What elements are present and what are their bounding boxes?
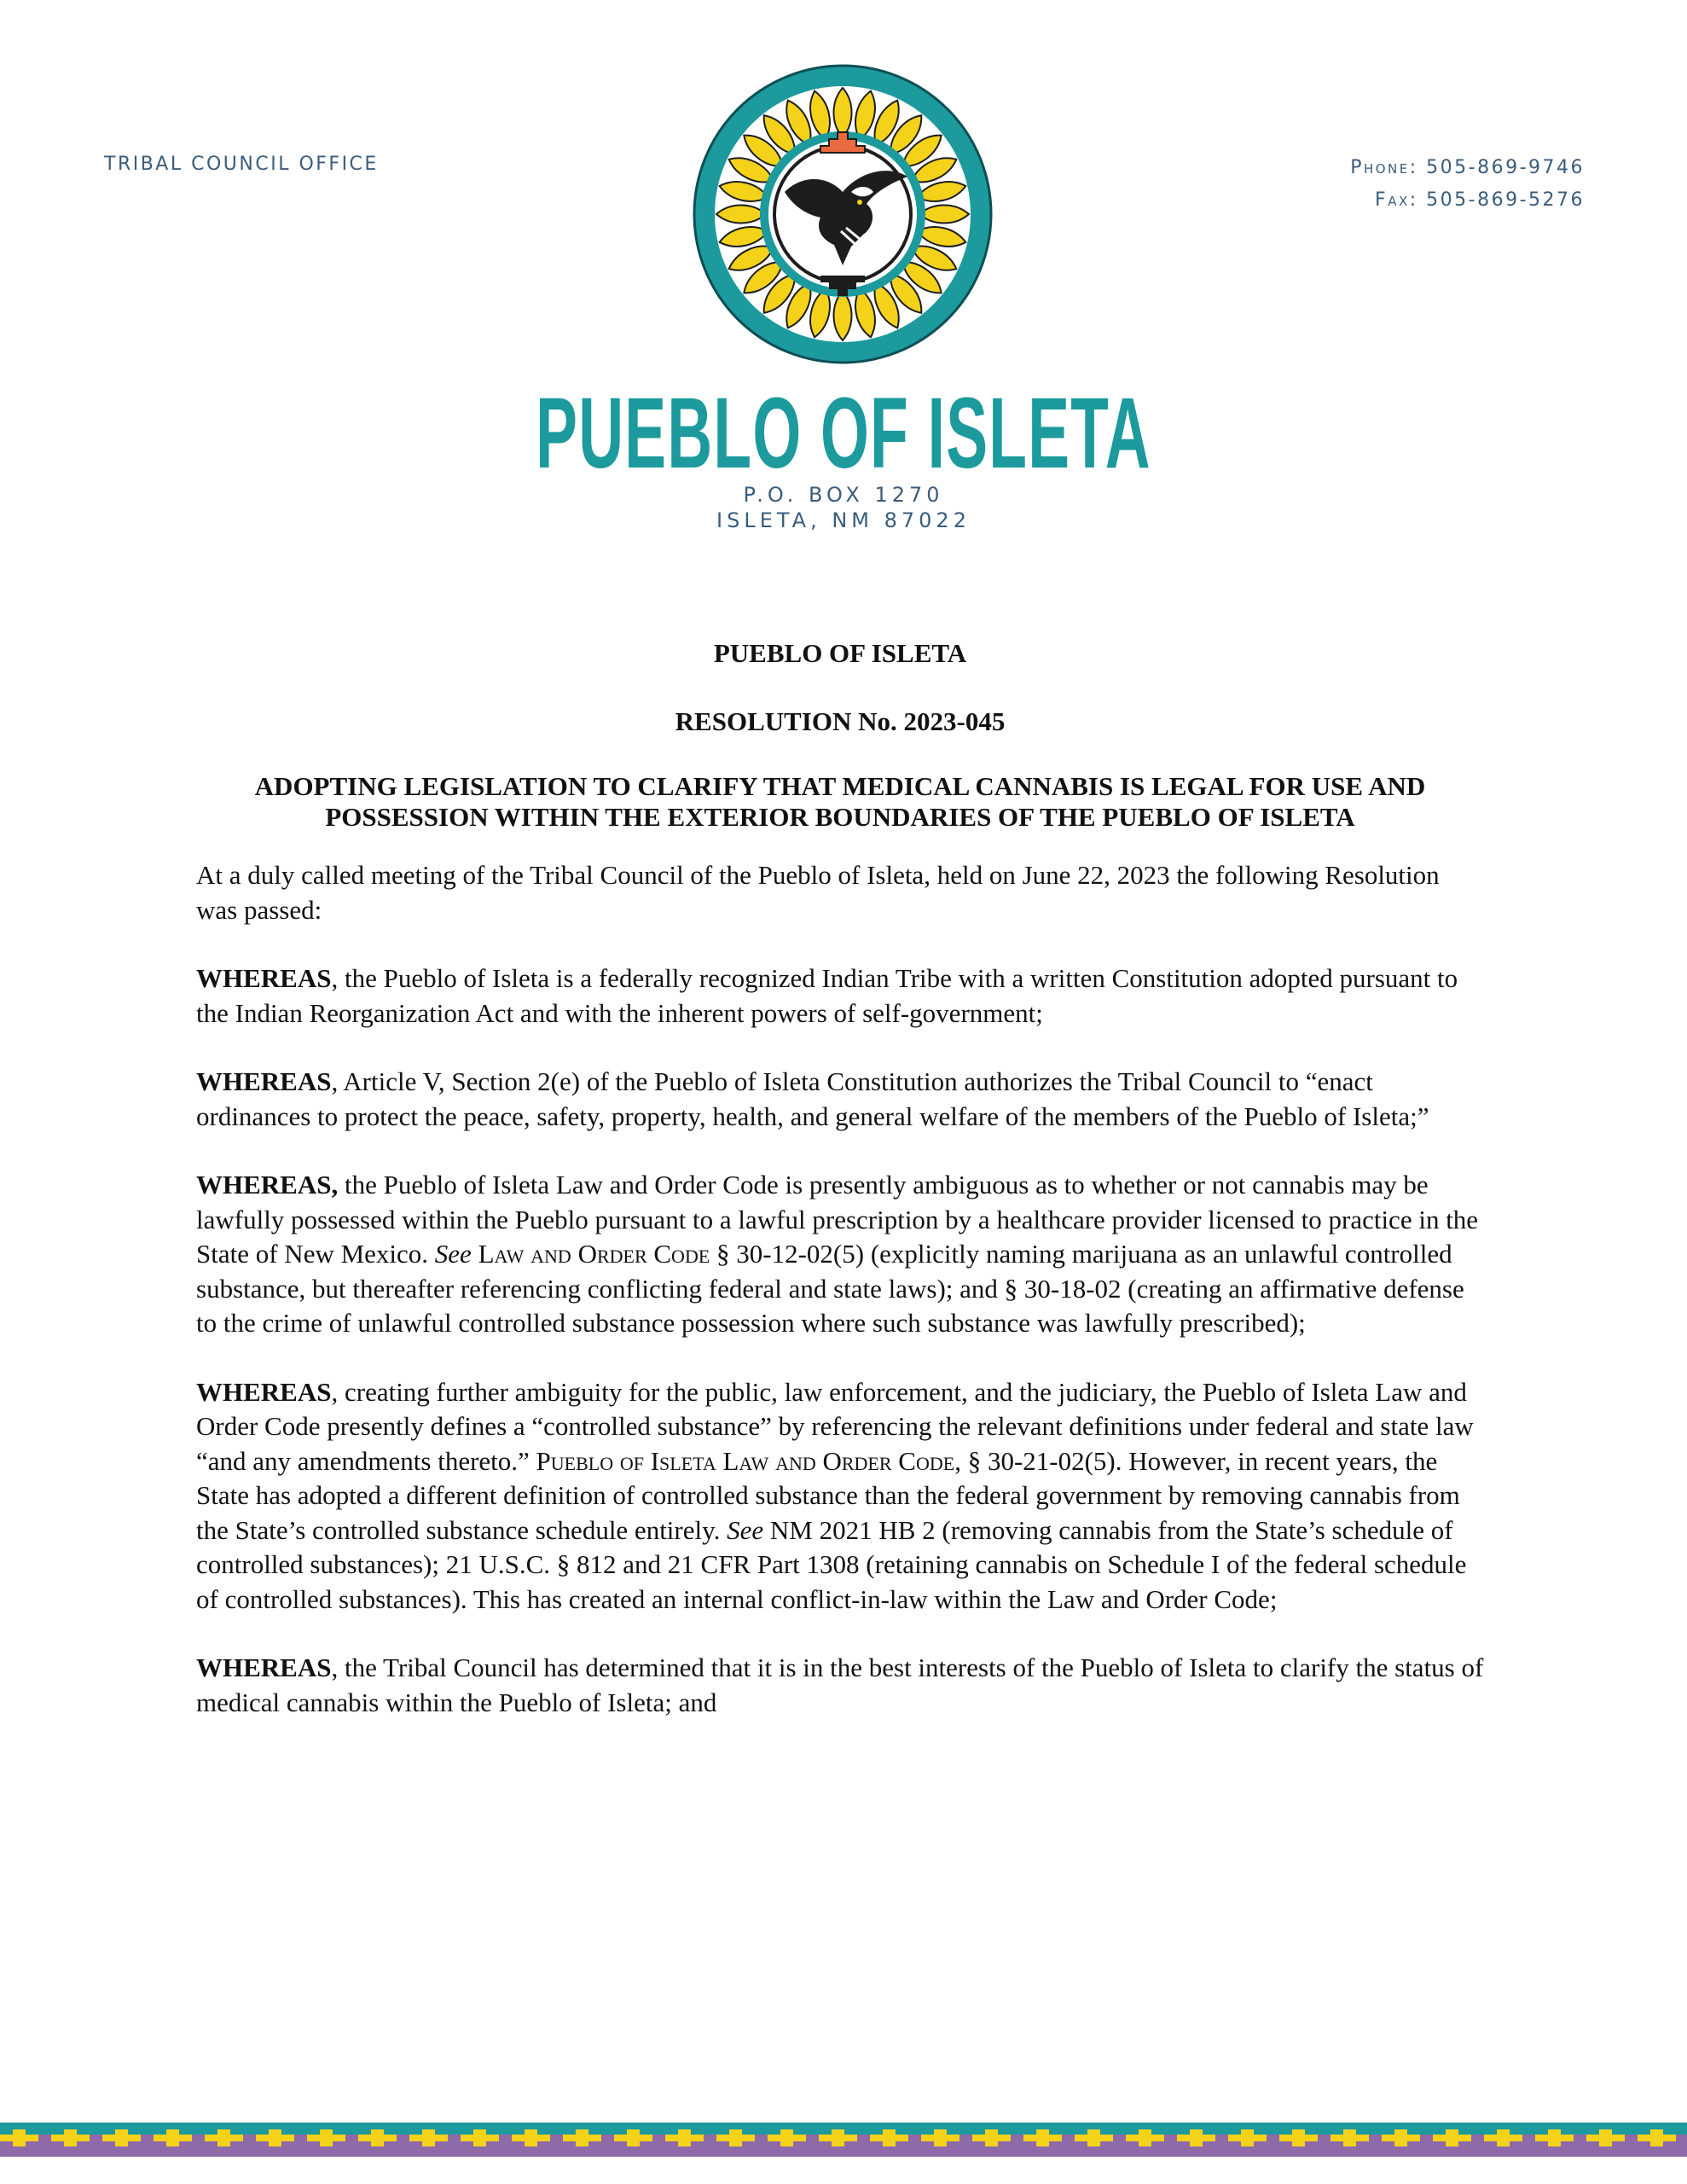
whereas-paragraph-1: WHEREAS, the Pueblo of Isleta is a federally recognized Indian Tribe with a written Constitution adopted pursuant to the Indian Reorganization Act and with the inherent powers of self-government; [196,963,1458,1028]
fax-number: Fax: 505-869-5276 [1375,189,1585,211]
whereas-label: WHEREAS [196,1376,332,1407]
whereas-paragraph-4: WHEREAS, creating further ambiguity for the public, law enforcement, and the judiciary, the Pueblo of Isleta Law and Order Code presently defines a “controlled substance” by referencing the relevant definitions under federal and state law “and any amendments thereto.” Pueblo of Isleta Law and Order Code, § 30-21-02(5). However, in recent years, the State has adopted a different definition of controlled substance than the federal government by removing cannabis from the State’s controlled substance schedule entirely. See NM 2021 HB 2 (removing cannabis from the State’s schedule of controlled substances); 21 U.S.C. § 812 and 21 CFR Part 1308 (retaining cannabis on Schedule I of the federal schedule of controlled substances). This has created an internal conflict-in-law within the Law and Order Code; [196,1376,1474,1614]
whereas-label: WHEREAS [196,1066,332,1096]
decorative-border-strip [0,2123,1687,2157]
resolution-subject: ADOPTING LEGISLATION TO CLARIFY THAT MEDICAL CANNABIS IS LEGAL FOR USE AND POSSESSION WITHIN THE EXTERIOR BOUNDARIES OF THE PUEBLO OF ISLETA [254,771,1426,832]
phone-number: Phone: 505-869-9746 [1350,157,1585,178]
whereas-paragraph-2: WHEREAS, Article V, Section 2(e) of the Pueblo of Isleta Constitution authorizes the Tribal Council to “enact ordinances to protect the peace, safety, property, health, and general welfare of the members of the Pueblo of Isleta;” [196,1066,1429,1131]
whereas-paragraph-5: WHEREAS, the Tribal Council has determined that it is in the best interests of the Pueblo of Isleta to clarify the status of medical cannabis within the Pueblo of Isleta; and [196,1653,1484,1717]
intro-paragraph: At a duly called meeting of the Tribal Council of the Pueblo of Isleta, held on June 22, 2023 the following Resolution was passed: [196,860,1440,925]
resolution-number: RESOLUTION No. 2023-045 [675,706,1006,736]
document-heading: PUEBLO OF ISLETA [713,638,967,668]
address-line-1: P.O. BOX 1270 [743,483,944,507]
whereas-label: WHEREAS, [196,1170,339,1199]
resolution-body [196,638,1484,1754]
office-label: TRIBAL COUNCIL OFFICE [104,154,379,175]
eagle-sun-seal-icon [693,64,993,364]
contact-block [1350,152,1585,217]
address-line-2: ISLETA, NM 87022 [716,508,971,532]
organization-name: PUEBLO OF ISLETA [536,377,1151,490]
whereas-label: WHEREAS [196,963,332,993]
mailing-address [0,482,1687,533]
whereas-label: WHEREAS [196,1653,332,1682]
whereas-paragraph-3: WHEREAS, the Pueblo of Isleta Law and Order Code is presently ambiguous as to whether or not cannabis may be lawfully possessed within the Pueblo pursuant to a lawful prescription by a healthcare provider licensed to practice in the State of New Mexico. See Law and Order Code § 30-12-02(5) (explicitly naming marijuana as an unlawful controlled substance, but thereafter referencing conflicting federal and state laws); and § 30-18-02 (creating an affirmative defense to the crime of unlawful controlled substance possession where such substance was lawfully prescribed); [196,1170,1479,1338]
